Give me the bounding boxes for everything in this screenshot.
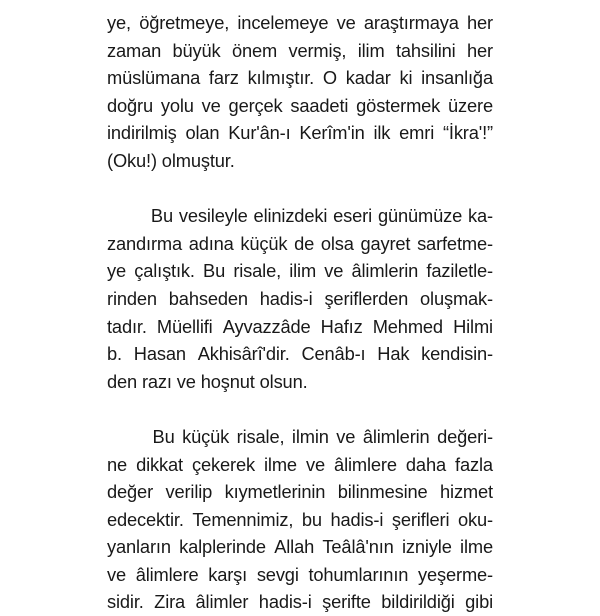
word: kılmıştır. [247, 67, 315, 89]
word: çalıştık. [134, 260, 195, 282]
word: ye [107, 260, 127, 282]
word: büyük [172, 39, 221, 61]
word: sidir. [107, 591, 144, 613]
word: ve [336, 425, 356, 447]
text-line [107, 230, 493, 258]
word: Bu [203, 260, 226, 282]
word: gibi [465, 591, 493, 613]
text-line [107, 423, 493, 451]
text-line [107, 561, 493, 589]
word: emri [399, 122, 435, 144]
word: vesileyle [178, 205, 248, 227]
word: saadeti [290, 94, 349, 116]
word: eseri [333, 205, 373, 227]
word: daha [405, 453, 446, 475]
word: de [294, 232, 315, 254]
word: dikkat [136, 453, 183, 475]
word: zaman [107, 39, 162, 61]
top-spacer [107, 0, 493, 9]
word: ilme [460, 536, 493, 558]
word: âlimlerin [351, 260, 419, 282]
word: bahseden [168, 287, 248, 309]
word: bilinmesine [337, 481, 428, 503]
word: ilme [264, 453, 297, 475]
word: Hafız [320, 315, 363, 337]
text-line: (Oku!) olmuştur. [107, 149, 235, 171]
word: risale, [236, 425, 285, 447]
word: Kur'ân-ı [228, 122, 291, 144]
word: bu [301, 508, 322, 530]
text-line [107, 285, 493, 313]
word: ve [324, 260, 344, 282]
word: faziletle- [426, 260, 493, 282]
word: hadis-i [259, 287, 313, 309]
word: Ayvazzâde [222, 315, 311, 337]
text-line [107, 257, 493, 285]
word: göstermek [356, 94, 441, 116]
word: hadis-i [330, 508, 384, 530]
word: ilk [373, 122, 391, 144]
text-column [107, 0, 493, 613]
word: verilip [165, 481, 213, 503]
paragraph-1 [107, 9, 493, 175]
word: müslümana [107, 67, 201, 89]
word: şerifleri [391, 508, 450, 530]
word: zandırma [107, 232, 183, 254]
word: gayret [360, 232, 411, 254]
word: kadar [345, 67, 391, 89]
word: âlimlere [135, 563, 199, 585]
word: tahsilini [395, 39, 456, 61]
word: elinizdeki [253, 205, 328, 227]
word: hizmet [440, 481, 493, 503]
word: kalplerinde [179, 536, 266, 558]
word: üzere [448, 94, 493, 116]
paragraph-3 [107, 423, 493, 616]
word: Bu [150, 205, 173, 227]
text-line [107, 478, 493, 506]
word: Hilmi [453, 315, 493, 337]
word: ye, [107, 12, 131, 33]
word: ve [201, 94, 221, 116]
paragraph-gap-1 [107, 175, 493, 203]
word: oluşmak- [420, 287, 493, 309]
word: indirilmiş [107, 122, 177, 144]
word: Hasan [133, 343, 186, 365]
word: ilim [289, 260, 317, 282]
word: ne [107, 453, 128, 475]
word: ve [336, 12, 356, 33]
word: çekerek [192, 453, 255, 475]
word: şerifte [322, 591, 371, 613]
word: edecektir. [107, 508, 184, 530]
text-line [107, 119, 493, 147]
word: kendisin- [421, 343, 493, 365]
word: âlimlere [334, 453, 397, 475]
text-line [107, 37, 493, 65]
word: yeşerme- [417, 563, 493, 585]
word: Kerîm'in [299, 122, 365, 144]
word: Cenâb-ı [301, 343, 366, 365]
word: tohumlarının [308, 563, 409, 585]
word: Temennimiz, [192, 508, 294, 530]
paragraph-gap-2 [107, 395, 493, 423]
text-line [107, 92, 493, 120]
word: fazla [455, 453, 493, 475]
word: farz [208, 67, 239, 89]
word: doğru [107, 94, 154, 116]
word: kıymetlerinin [224, 481, 326, 503]
word: tadır. [107, 315, 147, 337]
word: adına [188, 232, 234, 254]
word: sarfetme- [417, 232, 493, 254]
word: O [322, 67, 337, 89]
word: risale, [233, 260, 282, 282]
text-line: den razı ve hoşnut olsun. [107, 370, 308, 392]
text-line [107, 64, 493, 92]
word: Zira [154, 591, 186, 613]
first-line-indent [107, 423, 145, 451]
word: öğretmeye, [139, 12, 230, 33]
word: ilim [357, 39, 385, 61]
word: ki [399, 67, 413, 89]
word: Teâlâ'nın [322, 536, 394, 558]
text-line [107, 202, 493, 230]
word: ve [305, 453, 325, 475]
word: incelemeye [237, 12, 329, 33]
word: bildirildiği [381, 591, 455, 613]
word: küçük [182, 425, 230, 447]
word: b. [107, 343, 122, 365]
word: Bu [152, 425, 175, 447]
word: Mehmed [372, 315, 443, 337]
word: ilmin [291, 425, 329, 447]
word: her [466, 39, 493, 61]
word: hadis-i [258, 591, 312, 613]
word: Hak [377, 343, 410, 365]
word: insanlığa [421, 67, 493, 89]
text-line [107, 313, 493, 341]
word: “İkra'!” [442, 122, 493, 144]
word: küçük [240, 232, 288, 254]
word: ka- [468, 205, 493, 227]
word: Allah [274, 536, 315, 558]
word: sevgi [256, 563, 299, 585]
word: izniyle [401, 536, 452, 558]
word: oku- [457, 508, 493, 530]
word: değer [107, 481, 154, 503]
first-line-indent [107, 202, 145, 230]
word: âlimler [195, 591, 249, 613]
word: karşı [208, 563, 248, 585]
word: gerçek [228, 94, 283, 116]
word: her [467, 12, 493, 33]
word: rinden [107, 287, 157, 309]
word: önem [231, 39, 278, 61]
word: Akhisârî'dir. [197, 343, 290, 365]
text-line [107, 451, 493, 479]
word: vermiş, [288, 39, 347, 61]
word: şeriflerden [324, 287, 409, 309]
word: günümüze [377, 205, 463, 227]
word: Müellifi [156, 315, 213, 337]
word: olsa [320, 232, 354, 254]
word: değeri- [437, 425, 493, 447]
text-line [107, 9, 493, 37]
word: yolu [160, 94, 194, 116]
text-line [107, 340, 493, 368]
word: olan [185, 122, 220, 144]
text-line [107, 533, 493, 561]
text-line [107, 506, 493, 534]
text-line [107, 588, 493, 616]
paragraph-2 [107, 202, 493, 395]
word: ve [107, 563, 127, 585]
word: araştırmaya [363, 12, 459, 33]
word: âlimlerin [362, 425, 430, 447]
word: yanların [107, 536, 171, 558]
